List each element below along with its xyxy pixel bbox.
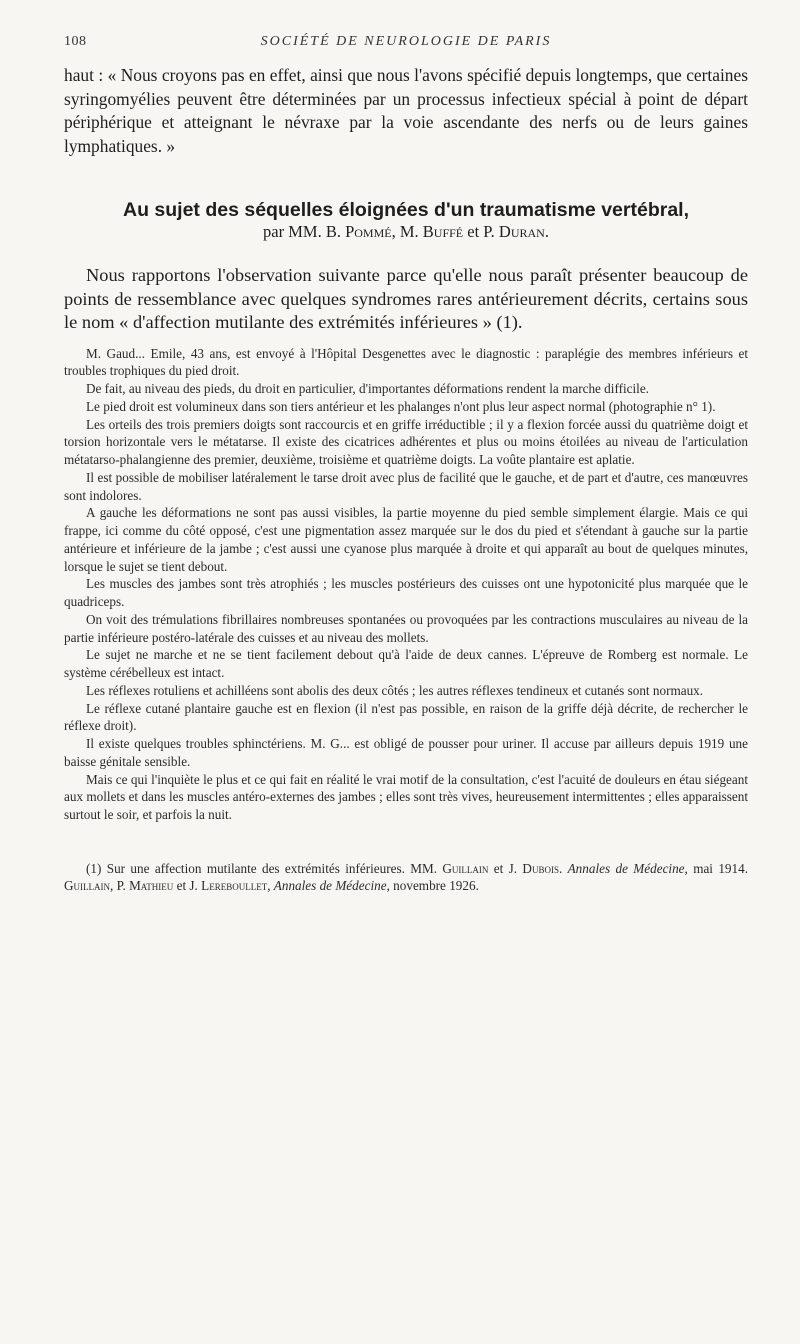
authors-suffix: .	[544, 222, 549, 242]
obs-paragraph: Les réflexes rotuliens et achilléens sont abolis des deux côtés ; les autres réflexes tendineux et cutanés sont normaux.	[86, 682, 704, 698]
footnote-text	[64, 860, 748, 895]
article-authors	[64, 222, 748, 242]
obs-paragraph: On voit des trémulations fibrillaires nombreuses spontanées ou provoquées par les contractions musculaires au niveau de la partie inférieure postéro-latérale des cuisses et au niveau des mollets.	[64, 611, 748, 645]
footnote-author: Guillain	[442, 860, 489, 876]
authors-sep-1: , M.	[391, 222, 423, 242]
obs-paragraph: Les muscles des jambes sont très atrophiés ; les muscles postérieurs des cuisses ont une hypotonicité plus marquée que le quadriceps.	[64, 576, 748, 610]
footnote-segment: , novembre 1926.	[386, 878, 479, 894]
obs-paragraph: Mais ce qui l'inquiète le plus et ce qui fait en réalité le vrai motif de la consultation, c'est l'acuité de douleurs en étau siégeant aux mollets et dans les muscles antéro-externes des jambes ; elles sont très vives, heureusement intermittentes ; elles apparaissent surtout le soir, et parfois la nuit.	[64, 771, 748, 823]
footnote-segment: .	[558, 860, 568, 876]
article-title: Au sujet des séquelles éloignées d'un traumatisme vertébral,	[123, 199, 689, 222]
author-pomme: Pommé	[345, 222, 392, 242]
footnote-segment: , mai 1914.	[684, 860, 748, 876]
author-duran: Duran	[498, 222, 545, 242]
obs-paragraph: M. Gaud... Emile, 43 ans, est envoyé à l'Hôpital Desgenettes avec le diagnostic : paraplégie des membres inférieurs et troubles trophiques du pied droit.	[64, 345, 748, 379]
footnote-author: Dubois	[522, 860, 559, 876]
page-number: 108	[64, 34, 87, 49]
obs-paragraph: A gauche les déformations ne sont pas aussi visibles, la partie moyenne du pied semble simplement élargie. Mais ce qui frappe, ici comme du côté opposé, c'est une pigmentation assez marquée sur le dos du pied et s'étendant à gauche sur la partie antérieure et inférieure de la jambe ; c'est aussi une cyanose plus marquée à droite et qui apparaît au bout de quelques minutes, lorsque le sujet se tient debout.	[64, 505, 748, 574]
footnote-author: Mathieu	[129, 878, 174, 894]
footnote-segment: ,	[267, 878, 274, 894]
obs-paragraph: Le pied droit est volumineux dans son tiers antérieur et les phalanges n'ont plus leur aspect normal (photographie n° 1).	[86, 398, 716, 414]
authors-prefix: par MM. B.	[263, 222, 346, 242]
running-title: SOCIÉTÉ DE NEUROLOGIE DE PARIS	[260, 34, 552, 49]
footnote-segment: , P.	[110, 878, 130, 894]
footnote-journal: Annales de Médecine	[567, 860, 685, 876]
footnote-journal: Annales de Médecine	[273, 878, 387, 894]
obs-paragraph: Il existe quelques troubles sphinctériens. M. G... est obligé de pousser pour uriner. Il accuse par ailleurs depuis 1919 une baisse génitale sensible.	[64, 736, 748, 769]
footnote-segment: et J.	[488, 860, 523, 876]
footnote-author: Guillain	[64, 878, 111, 894]
lead-paragraph: Nous rapportons l'observation suivante parce qu'elle nous paraît présenter beaucoup de points de ressemblance avec quelques syndromes rares antérieurement décrits, certains sous le nom « d'affection mutilante des extrémités inférieures » (1).	[64, 265, 748, 333]
footnote-segment: Sur une affection mutilante des extrémités inférieures. MM.	[106, 860, 443, 876]
page	[64, 34, 748, 895]
obs-paragraph: Les orteils des trois premiers doigts sont raccourcis et en griffe irréductible ; il y a flexion forcée aussi du quatrième doigt et torsion horizontale vers le métatarse. Il existe des cicatrices adhérentes et plus ou moins étoilées au niveau de l'articulation métatarso-phalangienne des premier, deuxième, troisième et quatrième doigts. La voûte plantaire est aplatie.	[64, 416, 748, 468]
observation-section	[64, 345, 748, 824]
obs-paragraph: Le sujet ne marche et ne se tient facilement debout qu'à l'aide de deux cannes. L'épreuve de Romberg est normale. Le système cérébelleux est intact.	[64, 647, 748, 681]
footnote-marker: (1)	[86, 860, 107, 876]
running-head	[64, 34, 748, 56]
intro-paragraph: haut : « Nous croyons pas en effet, ainsi que nous l'avons spécifié depuis longtemps, que certaines syringomyélies peuvent être déterminées par un processus infectieux spécial à point de départ périphérique et atteignant le névraxe par la voie ascendante des nerfs ou de leurs gaines lymphatiques. »	[64, 65, 748, 156]
obs-paragraph: Le réflexe cutané plantaire gauche est en flexion (il n'est pas possible, en raison de la griffe déjà décrite, de rechercher le réflexe droit).	[64, 700, 748, 734]
footnote-author: Lereboullet	[201, 878, 268, 894]
footnote	[64, 860, 748, 895]
footnote-segment: et J.	[173, 878, 202, 894]
author-buffe: Buffé	[422, 222, 464, 242]
authors-sep-2: et P.	[463, 222, 499, 242]
obs-paragraph: De fait, au niveau des pieds, du droit en particulier, d'importantes déformations rendent la marche difficile.	[86, 381, 649, 397]
obs-paragraph: Il est possible de mobiliser latéralement le tarse droit avec plus de facilité que le gauche, et de part et d'autre, ces manœuvres sont indolores.	[64, 469, 748, 503]
